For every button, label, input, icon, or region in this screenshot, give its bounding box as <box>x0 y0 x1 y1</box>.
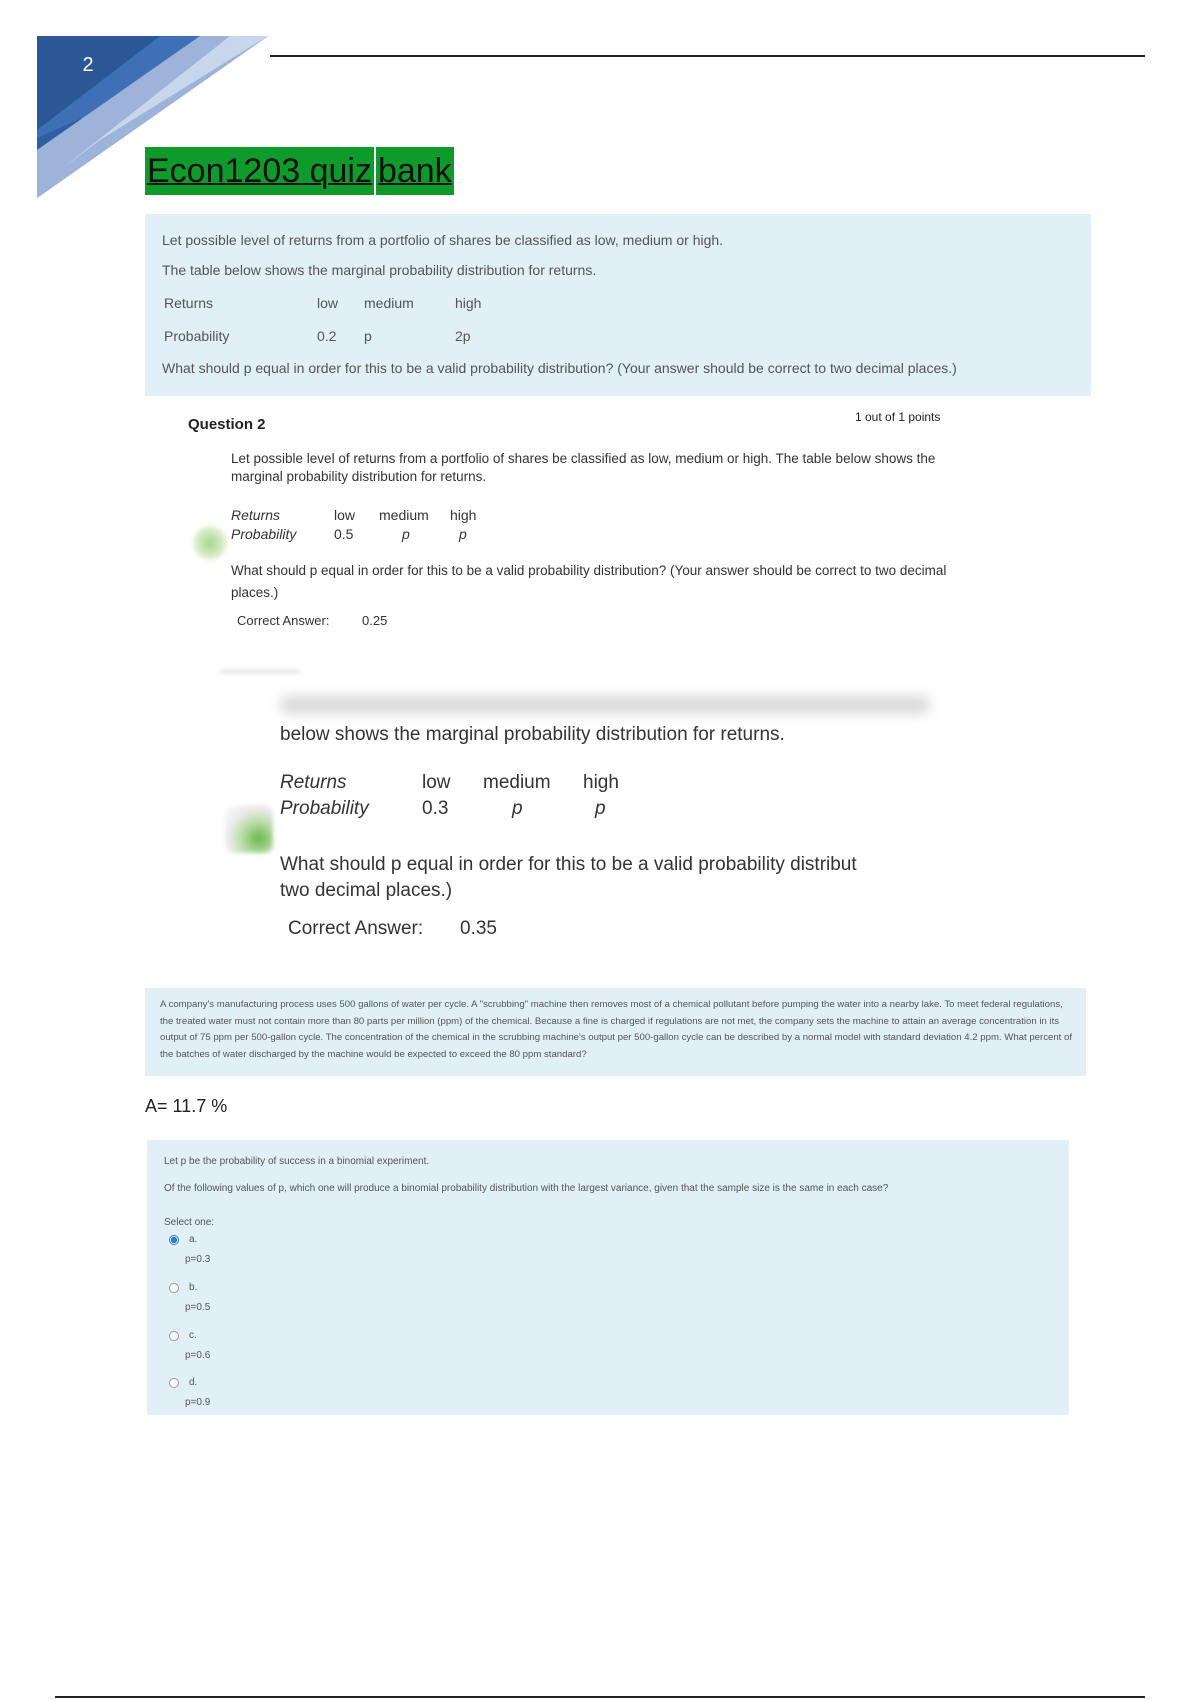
table1-low: low <box>317 295 339 311</box>
table2-prob-medium: p <box>402 526 410 542</box>
table1-high: high <box>455 295 482 311</box>
table2-returns-label: Returns <box>231 507 281 523</box>
correct-check-icon <box>193 526 227 560</box>
table1-returns-label: Returns <box>164 295 214 311</box>
table3-medium: medium <box>483 772 551 793</box>
water-question-text: A company's manufacturing process uses 500 gallons of water per cycle. A "scrubbing" machine then removes most of a chemical pollutant before pumping the water into a nearby lake. To meet federal regulations, the treated water must not contain more than 80 parts per million (ppm) of the chemical. Because a fine is charged if regulations are not met, the company sets the machine to attain an average concentration in its output of 75 ppm per 500-gallon cycle. The concentration of the chemical in the scrubbing machine's output per 500-gallon cycle can be described by a normal model with standard deviation 4.2 ppm. What percent of the batches of water discharged by the machine would be expected to exceed the 80 ppm standard? <box>160 999 1072 1060</box>
zoomed-question-line2: two decimal places.) <box>280 880 453 901</box>
select-one-label: Select one: <box>164 1217 215 1228</box>
water-answer: A= 11.7 % <box>145 1096 228 1116</box>
correct-check-icon <box>225 805 273 853</box>
table1-prob-low: 0.2 <box>317 328 337 344</box>
table3-probability-label: Probability <box>280 798 369 819</box>
question-2-points: 1 out of 1 points <box>855 410 941 424</box>
footer-rule <box>55 1696 1145 1698</box>
table1-probability-label: Probability <box>164 328 230 344</box>
option-a-letter: a. <box>189 1234 198 1245</box>
table1-medium: medium <box>364 295 414 311</box>
header-rule <box>270 55 1145 57</box>
zoomed-answer-value: 0.35 <box>460 918 497 939</box>
table2-high: high <box>450 507 477 523</box>
option-c-radio[interactable] <box>169 1331 179 1341</box>
table2-medium: medium <box>379 507 429 523</box>
zoomed-line1: below shows the marginal probability distribution for returns. <box>280 724 785 745</box>
title-part-2: bank <box>376 147 454 195</box>
table3-prob-high: p <box>595 798 606 819</box>
panel1-line2: The table below shows the marginal probability distribution for returns. <box>162 262 597 278</box>
option-b-radio[interactable] <box>169 1283 179 1293</box>
table1-prob-medium: p <box>364 328 372 344</box>
table2-low: low <box>334 507 356 523</box>
table3-prob-medium: p <box>512 798 523 819</box>
question-2-title: Question 2 <box>188 416 266 433</box>
question-2-block <box>145 400 965 640</box>
table3-prob-low: 0.3 <box>422 798 449 819</box>
table1-prob-high: 2p <box>455 328 471 344</box>
option-c-letter: c. <box>189 1330 197 1341</box>
option-d-letter: d. <box>189 1377 198 1388</box>
table2-probability-label: Probability <box>231 526 297 542</box>
separator <box>220 670 300 673</box>
panel1-question: What should p equal in order for this to be a valid probability distribution? (Your answer should be correct to two decimal places.) <box>162 360 957 376</box>
question-2-question: What should p equal in order for this to be a valid probability distribution? (Your answer should be correct to two decimal places.) <box>231 563 947 600</box>
table3-high: high <box>583 772 619 793</box>
table2-prob-low: 0.5 <box>334 526 354 542</box>
table2-prob-high: p <box>459 526 467 542</box>
option-d-radio[interactable] <box>169 1378 179 1388</box>
page-number: 2 <box>82 54 94 76</box>
question-panel-1 <box>145 214 1091 396</box>
title-part-1: Econ1203 quiz <box>145 147 374 195</box>
question-2-text: Let possible level of returns from a portfolio of shares be classified as low, medium or high. The table below shows the marginal probability distribution for returns. <box>231 451 936 484</box>
option-d-value: p=0.9 <box>185 1397 211 1408</box>
binomial-line2: Of the following values of p, which one will produce a binomial probability distribution with the largest variance, given that the sample size is the same in each case? <box>164 1183 889 1194</box>
blurred-text-line <box>280 696 930 714</box>
zoomed-answer-label: Correct Answer: <box>288 918 424 939</box>
document-title <box>145 147 454 195</box>
binomial-line1: Let p be the probability of success in a binomial experiment. <box>164 1156 430 1167</box>
question-panel-water <box>145 988 1086 1076</box>
question-panel-binomial <box>147 1140 1069 1415</box>
question-2-answer-label: Correct Answer: <box>237 613 330 628</box>
table3-returns-label: Returns <box>280 772 347 793</box>
option-b-letter: b. <box>189 1282 198 1293</box>
panel1-line1: Let possible level of returns from a portfolio of shares be classified as low, medium or high. <box>162 232 724 248</box>
option-c-value: p=0.6 <box>185 1350 211 1361</box>
option-b-value: p=0.5 <box>185 1302 211 1313</box>
table3-low: low <box>422 772 451 793</box>
option-a-radio[interactable] <box>169 1235 179 1245</box>
question-2-answer-value: 0.25 <box>362 613 388 628</box>
zoomed-question-line1: What should p equal in order for this to be a valid probability distribut <box>280 854 857 875</box>
zoomed-question-block <box>215 660 975 950</box>
option-a-value: p=0.3 <box>185 1254 211 1265</box>
